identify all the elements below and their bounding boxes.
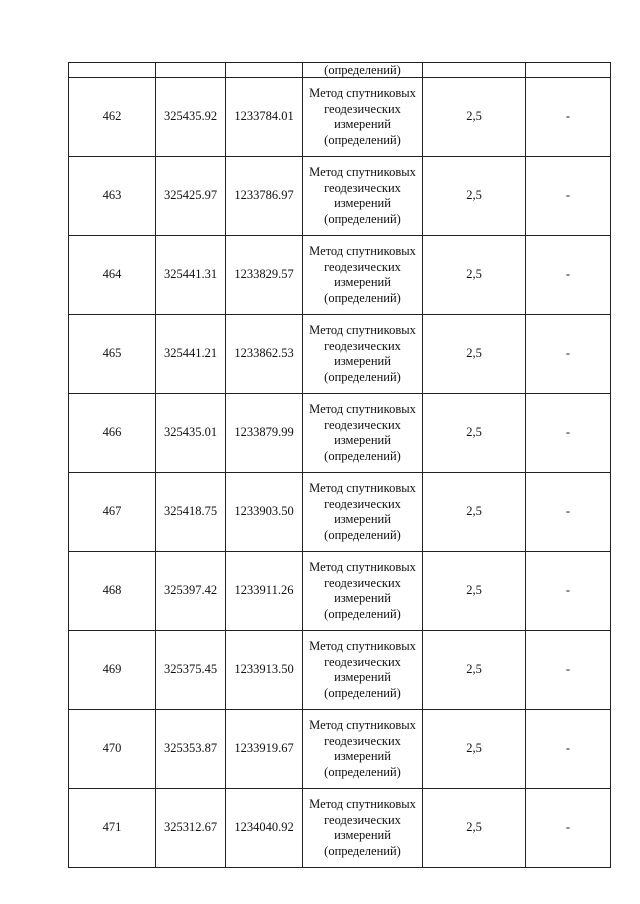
y-coordinate-cell: 1233879.99 xyxy=(226,394,303,473)
point-number-cell: 462 xyxy=(69,78,156,157)
point-number-cell: 467 xyxy=(69,473,156,552)
method-text: Метод спутниковых геодезических измерений (определений) xyxy=(309,797,416,858)
table-row xyxy=(69,394,611,473)
coordinates-table-container xyxy=(68,62,610,868)
x-coordinate-cell: 325425.97 xyxy=(156,157,226,236)
method-text: Метод спутниковых геодезических измерений (определений) xyxy=(309,165,416,226)
y-coordinate-cell: 1233784.01 xyxy=(226,78,303,157)
method-text: Метод спутниковых геодезических измерений (определений) xyxy=(309,718,416,779)
y-coordinate-cell: 1233786.97 xyxy=(226,157,303,236)
y-coordinate-cell: 1233913.50 xyxy=(226,631,303,710)
method-cell xyxy=(303,631,423,710)
y-coordinate-cell: 1233919.67 xyxy=(226,710,303,789)
table-body xyxy=(69,63,611,868)
method-text: Метод спутниковых геодезических измерений (определений) xyxy=(309,560,416,621)
table-row xyxy=(69,78,611,157)
y-coordinate-cell: 1233903.50 xyxy=(226,473,303,552)
note-cell: - xyxy=(526,157,611,236)
method-text: Метод спутниковых геодезических измерений (определений) xyxy=(309,481,416,542)
accuracy-cell: 2,5 xyxy=(423,473,526,552)
x-coordinate-cell: 325312.67 xyxy=(156,789,226,868)
note-cell: - xyxy=(526,631,611,710)
table-row xyxy=(69,789,611,868)
x-coordinate-cell: 325418.75 xyxy=(156,473,226,552)
note-cell: - xyxy=(526,710,611,789)
continuation-row xyxy=(69,63,611,78)
table-row xyxy=(69,236,611,315)
accuracy-cell: 2,5 xyxy=(423,78,526,157)
x-coordinate-cell: 325353.87 xyxy=(156,710,226,789)
accuracy-cell: 2,5 xyxy=(423,631,526,710)
table-row xyxy=(69,552,611,631)
x-coordinate-cell: 325441.31 xyxy=(156,236,226,315)
note-cell: - xyxy=(526,394,611,473)
accuracy-cell: 2,5 xyxy=(423,157,526,236)
x-coordinate-cell: 325397.42 xyxy=(156,552,226,631)
method-cell xyxy=(303,315,423,394)
accuracy-cell: 2,5 xyxy=(423,552,526,631)
x-coordinate-cell: 325435.92 xyxy=(156,78,226,157)
coordinates-table xyxy=(68,62,611,868)
x-coordinate-cell: 325435.01 xyxy=(156,394,226,473)
method-cell xyxy=(303,78,423,157)
note-cell: - xyxy=(526,236,611,315)
note-cell: - xyxy=(526,315,611,394)
method-text: Метод спутниковых геодезических измерений (определений) xyxy=(309,402,416,463)
method-cell xyxy=(303,236,423,315)
y-coordinate-cell: 1233911.26 xyxy=(226,552,303,631)
note-cell: - xyxy=(526,789,611,868)
accuracy-cell: 2,5 xyxy=(423,315,526,394)
point-number-cell: 470 xyxy=(69,710,156,789)
continuation-cell-accuracy xyxy=(423,63,526,78)
method-text: Метод спутниковых геодезических измерений (определений) xyxy=(309,244,416,305)
continuation-cell-num xyxy=(69,63,156,78)
continuation-cell-note xyxy=(526,63,611,78)
accuracy-cell: 2,5 xyxy=(423,394,526,473)
table-row xyxy=(69,473,611,552)
point-number-cell: 466 xyxy=(69,394,156,473)
point-number-cell: 468 xyxy=(69,552,156,631)
table-row xyxy=(69,710,611,789)
note-cell: - xyxy=(526,473,611,552)
point-number-cell: 463 xyxy=(69,157,156,236)
method-text: Метод спутниковых геодезических измерений (определений) xyxy=(309,323,416,384)
method-cell xyxy=(303,789,423,868)
point-number-cell: 469 xyxy=(69,631,156,710)
continuation-cell-y xyxy=(226,63,303,78)
table-row xyxy=(69,157,611,236)
x-coordinate-cell: 325375.45 xyxy=(156,631,226,710)
y-coordinate-cell: 1234040.92 xyxy=(226,789,303,868)
accuracy-cell: 2,5 xyxy=(423,710,526,789)
method-text: Метод спутниковых геодезических измерений (определений) xyxy=(309,639,416,700)
continuation-cell-method: (определений) xyxy=(303,63,423,78)
continuation-cell-x xyxy=(156,63,226,78)
x-coordinate-cell: 325441.21 xyxy=(156,315,226,394)
accuracy-cell: 2,5 xyxy=(423,789,526,868)
note-cell: - xyxy=(526,78,611,157)
method-cell xyxy=(303,473,423,552)
method-cell xyxy=(303,157,423,236)
table-row xyxy=(69,631,611,710)
method-text: Метод спутниковых геодезических измерений (определений) xyxy=(309,86,416,147)
method-cell xyxy=(303,710,423,789)
y-coordinate-cell: 1233829.57 xyxy=(226,236,303,315)
y-coordinate-cell: 1233862.53 xyxy=(226,315,303,394)
method-cell xyxy=(303,394,423,473)
note-cell: - xyxy=(526,552,611,631)
point-number-cell: 464 xyxy=(69,236,156,315)
method-cell xyxy=(303,552,423,631)
point-number-cell: 465 xyxy=(69,315,156,394)
table-row xyxy=(69,315,611,394)
point-number-cell: 471 xyxy=(69,789,156,868)
accuracy-cell: 2,5 xyxy=(423,236,526,315)
